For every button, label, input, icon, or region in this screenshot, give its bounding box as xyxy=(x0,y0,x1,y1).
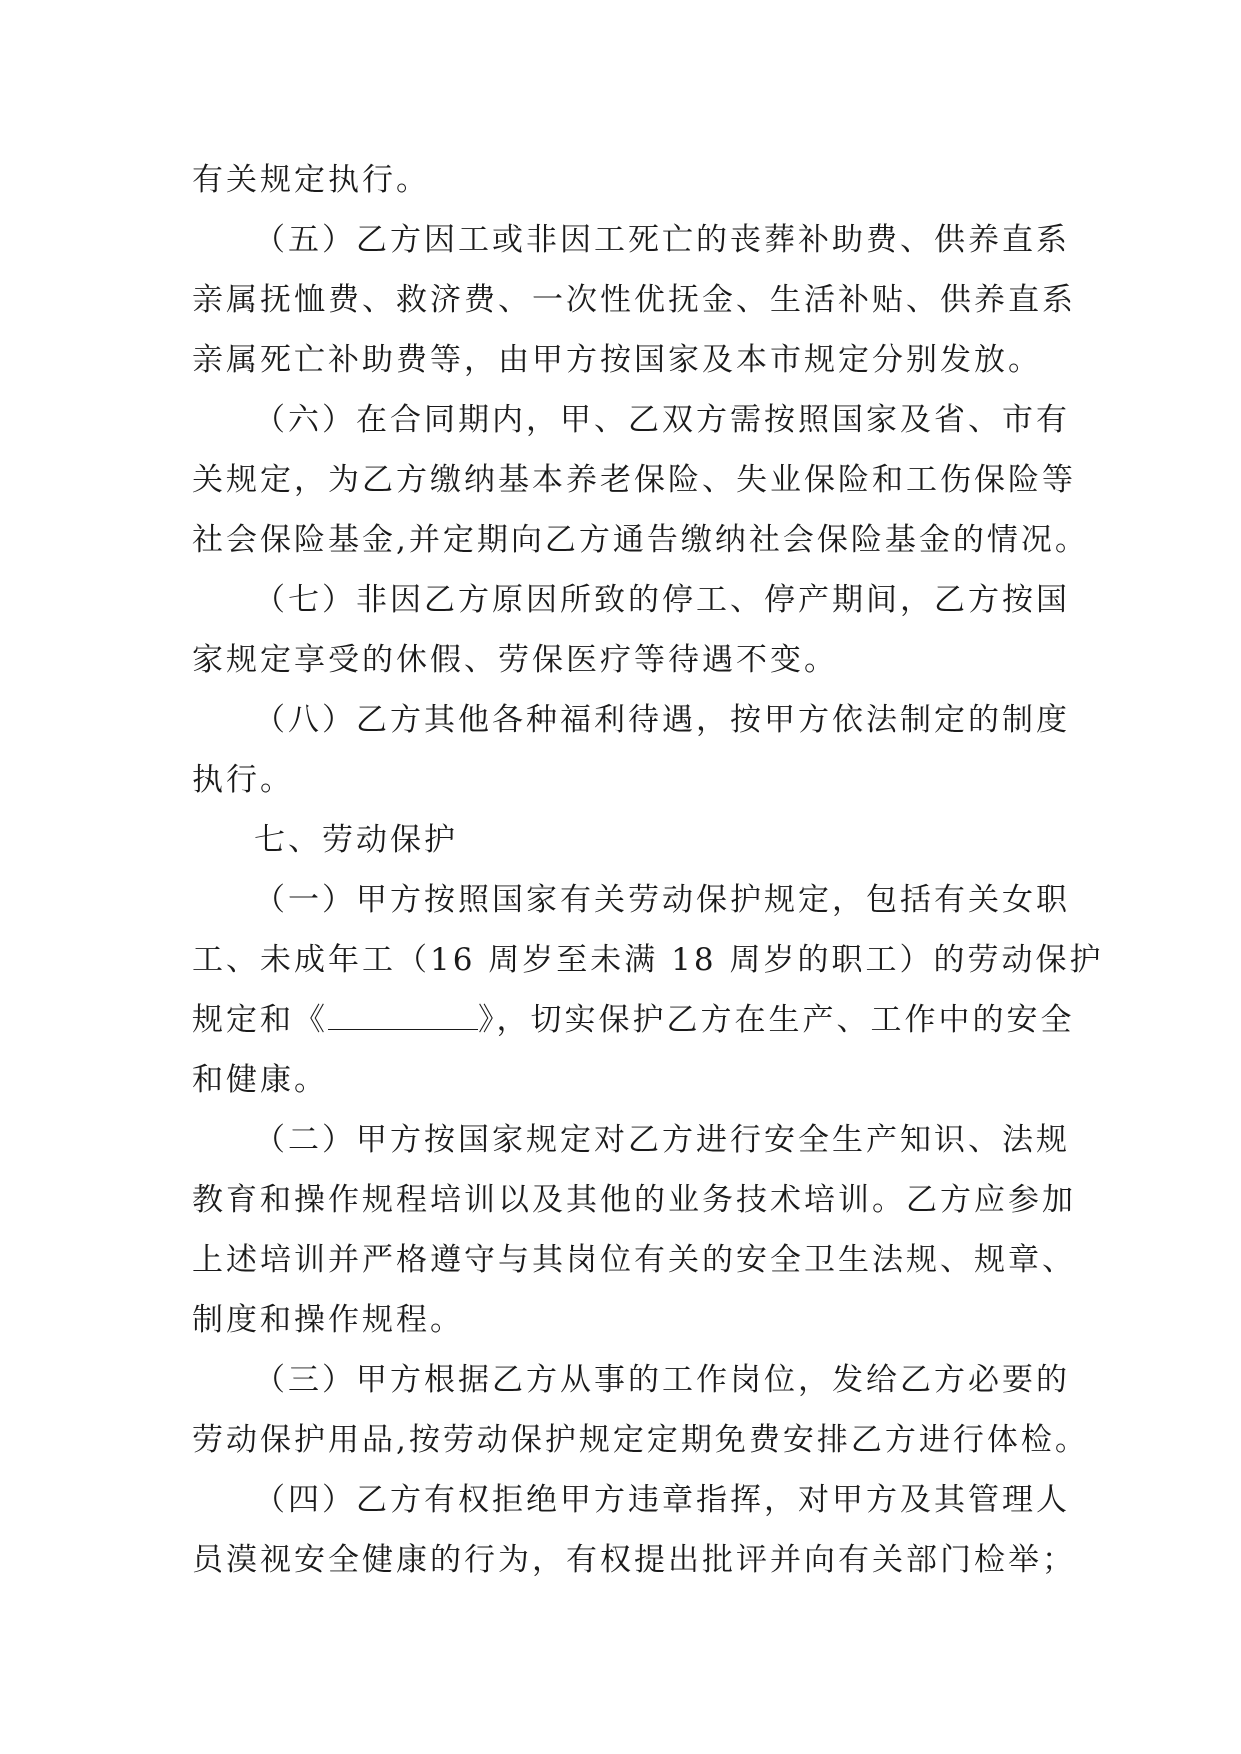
line-02: （五）乙方因工或非因工死亡的丧葬补助费、供养直系 xyxy=(254,222,1070,258)
line-03: 亲属抚恤费、救济费、一次性优抚金、生活补贴、供养直系 xyxy=(192,282,1076,318)
line-22: 劳动保护用品,按劳动保护规定定期免费安排乙方进行体检。 xyxy=(192,1422,1089,1458)
fill-in-blank xyxy=(328,1001,478,1030)
line-05: （六）在合同期内，甲、乙双方需按照国家及省、市有 xyxy=(254,402,1070,438)
line-15-before: 规定和《 xyxy=(192,1002,328,1038)
line-16: 和健康。 xyxy=(192,1062,328,1098)
line-15-after: 》，切实保护乙方在生产、工作中的安全 xyxy=(478,1002,1075,1038)
line-10: （八）乙方其他各种福利待遇，按甲方依法制定的制度 xyxy=(254,702,1070,738)
line-21: （三）甲方根据乙方从事的工作岗位，发给乙方必要的 xyxy=(254,1362,1070,1398)
line-09: 家规定享受的休假、劳保医疗等待遇不变。 xyxy=(192,642,838,678)
line-24: 员漠视安全健康的行为，有权提出批评并向有关部门检举； xyxy=(192,1542,1076,1578)
line-06: 关规定，为乙方缴纳基本养老保险、失业保险和工伤保险等 xyxy=(192,462,1076,498)
line-01: 有关规定执行。 xyxy=(192,162,430,198)
line-15 xyxy=(192,990,1075,1050)
line-17: （二）甲方按国家规定对乙方进行安全生产知识、法规 xyxy=(254,1122,1070,1158)
line-13: （一）甲方按照国家有关劳动保护规定，包括有关女职 xyxy=(254,882,1070,918)
line-08: （七）非因乙方原因所致的停工、停产期间，乙方按国 xyxy=(254,582,1070,618)
line-20: 制度和操作规程。 xyxy=(192,1302,464,1338)
section-heading: 七、劳动保护 xyxy=(254,822,458,858)
line-11: 执行。 xyxy=(192,762,294,798)
line-04: 亲属死亡补助费等，由甲方按国家及本市规定分别发放。 xyxy=(192,342,1042,378)
line-18: 教育和操作规程培训以及其他的业务技术培训。乙方应参加 xyxy=(192,1182,1076,1218)
line-14: 工、未成年工（16 周岁至未满 18 周岁的职工）的劳动保护 xyxy=(192,942,1104,978)
line-23: （四）乙方有权拒绝甲方违章指挥，对甲方及其管理人 xyxy=(254,1482,1070,1518)
line-19: 上述培训并严格遵守与其岗位有关的安全卫生法规、规章、 xyxy=(192,1242,1076,1278)
document-page xyxy=(192,150,1104,1590)
line-07: 社会保险基金,并定期向乙方通告缴纳社会保险基金的情况。 xyxy=(192,522,1089,558)
